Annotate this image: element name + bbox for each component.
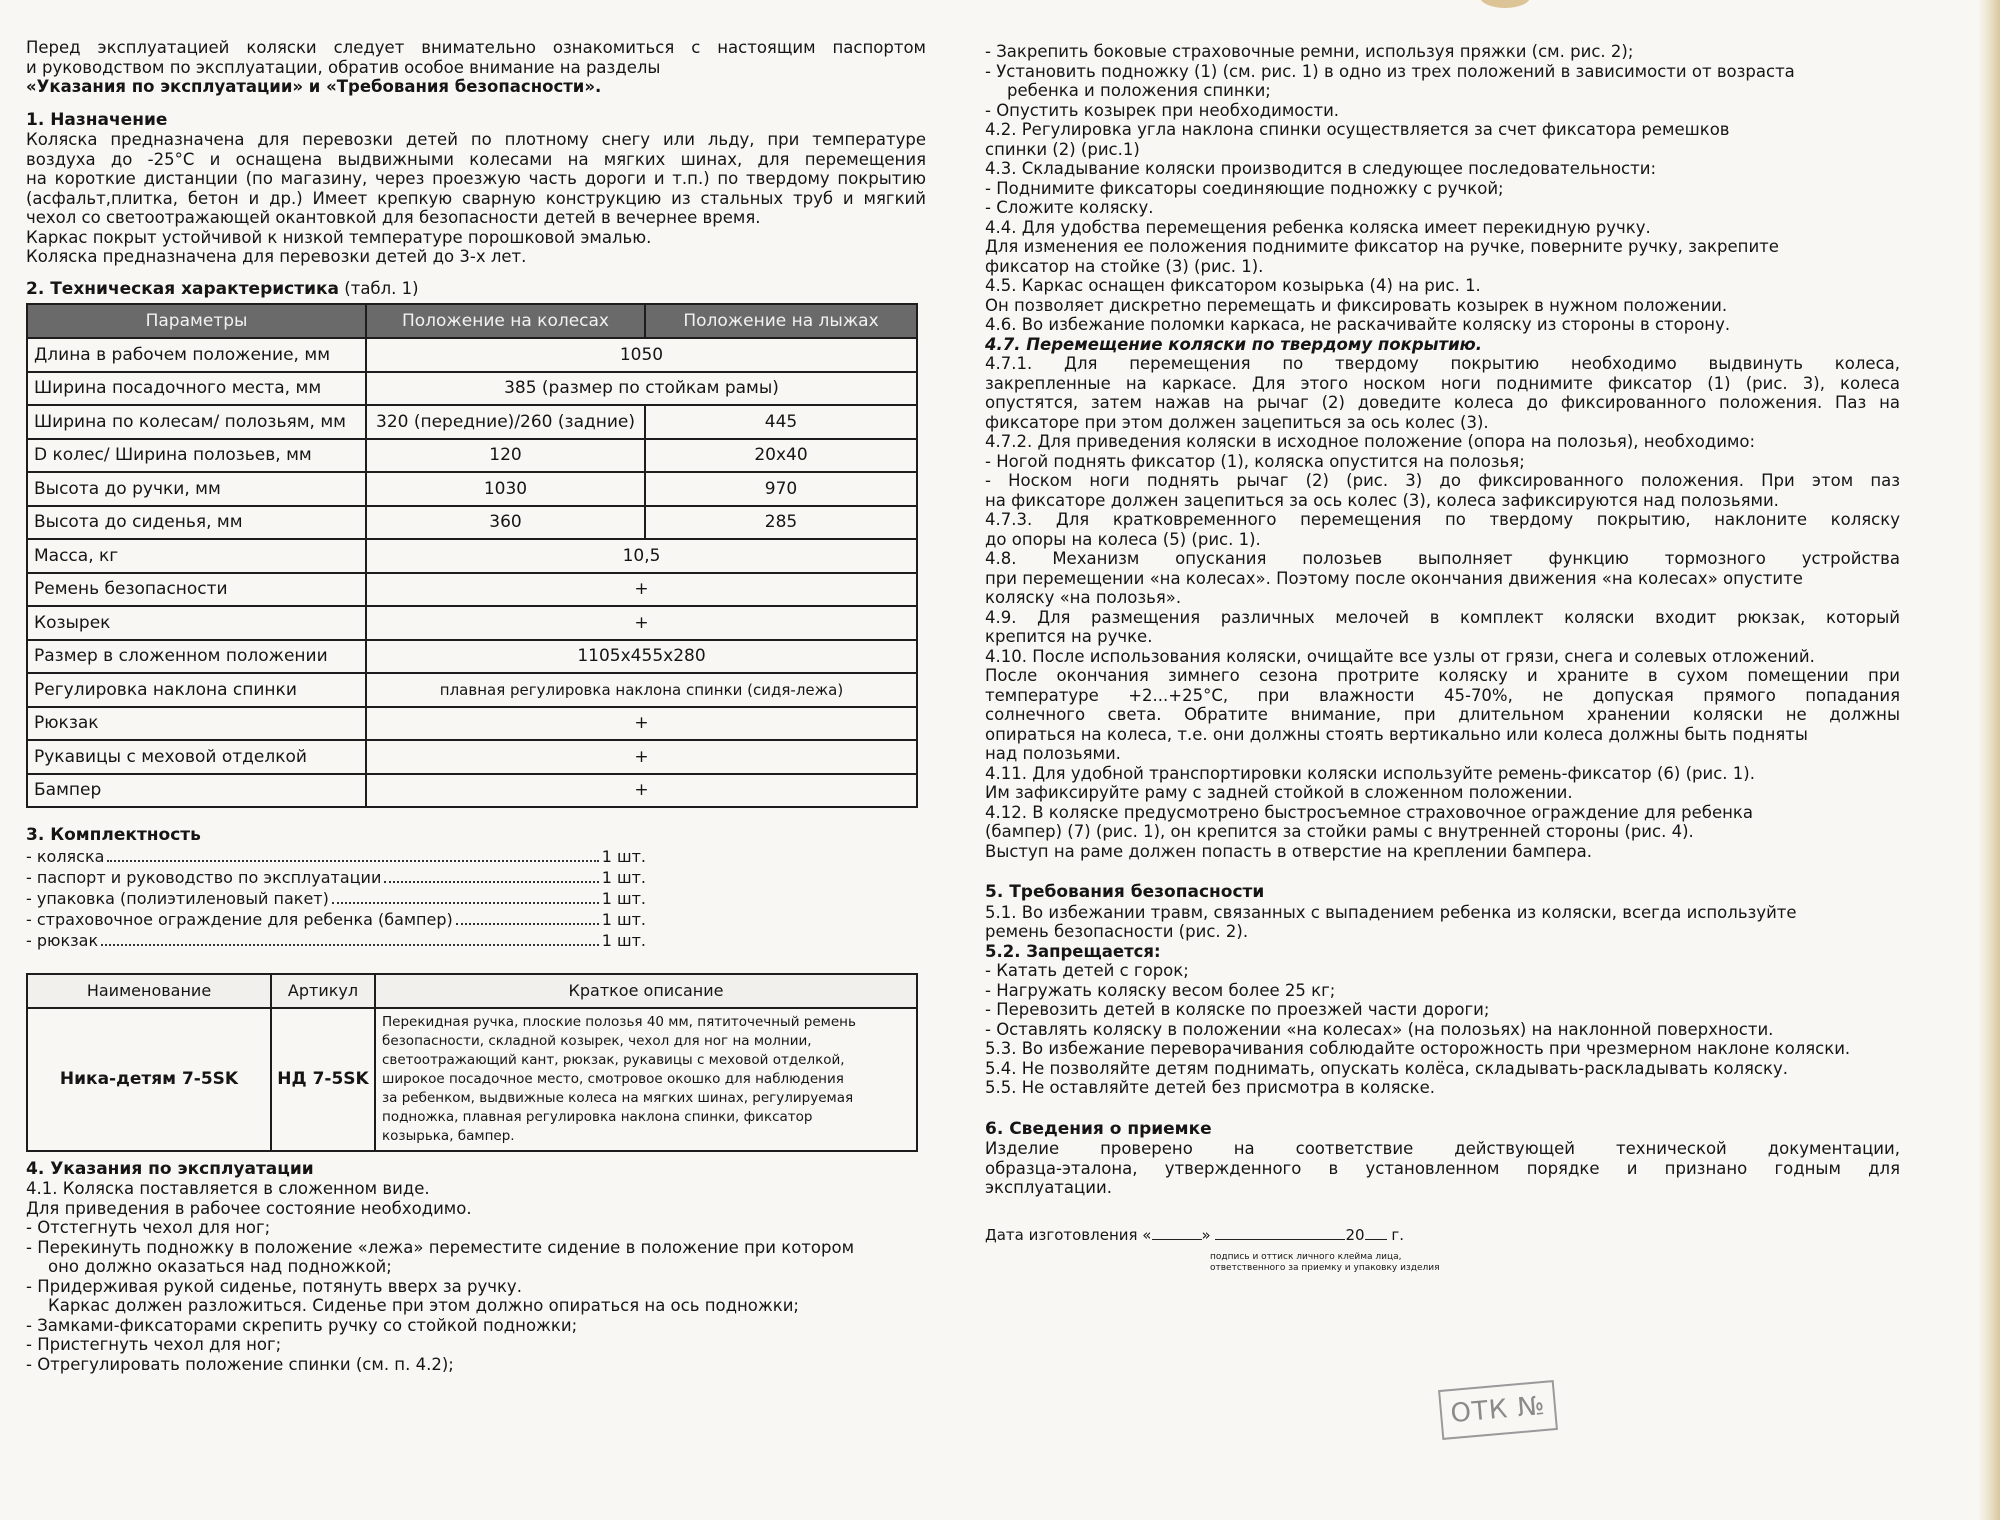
s6-line: образца-эталона, утвержденного в установленном порядке и признано годным для — [985, 1158, 1900, 1178]
spec-value-skis: 970 — [645, 472, 917, 506]
table-row — [27, 673, 917, 707]
table-row — [27, 573, 917, 607]
spec-param: Регулировка наклона спинки — [27, 673, 366, 707]
section-4-7-title: 4.7. Перемещение коляски по твердому покрытию. — [985, 334, 1482, 354]
s47-line: 4.7.3. Для кратковременного перемещения по твердому покрытию, наклоните коляску — [985, 510, 1900, 529]
spec-param: Бампер — [27, 774, 366, 808]
s1-line: на короткие дистанции (по магазину, через проезжую часть дороги и т.п.) по твердому покрытию — [26, 169, 926, 188]
s4-line: - Придерживая рукой сиденье, потянуть вверх за ручку. — [26, 1276, 522, 1296]
otk-stamp: ОТК № — [1438, 1380, 1558, 1440]
s5-line: ремень безопасности (рис. 2). — [985, 922, 1249, 941]
spec-value-skis: 445 — [645, 405, 917, 439]
table-row — [27, 774, 917, 808]
desc-line: Перекидная ручка, плоские полозья 40 мм, пятиточечный ремень — [382, 1013, 856, 1030]
spec-header-params: Параметры — [27, 304, 366, 338]
section-2-title — [26, 279, 926, 300]
signature-note — [1210, 1252, 1900, 1274]
leader-dots — [107, 846, 598, 862]
model-description — [375, 1008, 917, 1151]
spec-value-skis: 20x40 — [645, 439, 917, 473]
desc-line: безопасности, складной козырек, чехол для ног на молнии, — [382, 1032, 812, 1049]
spec-param: Рукавицы с меховой отделкой — [27, 740, 366, 774]
spec-param: Высота до сиденья, мм — [27, 506, 366, 540]
desc-line: светоотражающий кант, рюкзак, рукавицы с меховой отделкой, — [382, 1051, 845, 1068]
page-edge — [1978, 0, 2000, 1520]
section-4-title: 4. Указания по эксплуатации — [26, 1159, 314, 1179]
s4-line: оно должно оказаться над подножкой; — [48, 1257, 392, 1276]
table-row — [27, 472, 917, 506]
signature-note-line: ответственного за приемку и упаковку изделия — [1210, 1262, 1440, 1273]
spec-value: + — [366, 606, 917, 640]
spec-param: Размер в сложенном положении — [27, 640, 366, 674]
spec-param: Ширина посадочного места, мм — [27, 372, 366, 406]
s4-right-line: спинки (2) (рис.1) — [985, 139, 1140, 159]
list-item — [26, 930, 646, 951]
table-row — [27, 640, 917, 674]
s5-line: - Катать детей с горок; — [985, 961, 1189, 980]
kit-item-qty: 1 шт. — [601, 930, 646, 950]
spec-table — [26, 303, 918, 808]
s1-line: воздуха до -25°С и оснащена выдвижными колесами на мягких шинах, для перемещения — [26, 149, 926, 169]
s47-line: фиксаторе при этом должен зацепиться за ось колес (3). — [985, 412, 1489, 432]
s47-line: коляску «на полозья». — [985, 588, 1182, 607]
kit-item-name: - упаковка (полиэтиленовый пакет) — [26, 888, 329, 908]
manufacture-date — [985, 1226, 1900, 1244]
kit-item-name: - коляска — [26, 846, 105, 866]
s1-line: чехол со светоотражающей окантовкой для безопасности детей в вечернее время. — [26, 208, 761, 227]
s4-right-line: 4.6. Во избежание поломки каркаса, не раскачивайте коляску из стороны в сторону. — [985, 315, 1731, 334]
s6-line: эксплуатации. — [985, 1178, 1112, 1197]
list-item — [26, 867, 646, 888]
spec-value-wheels: 320 (передние)/260 (задние) — [366, 405, 645, 439]
s4-line: Каркас должен разложиться. Сиденье при этом должно опираться на ось подножки; — [48, 1296, 799, 1315]
spec-value-wheels: 1030 — [366, 472, 645, 506]
s47-line: 4.7.2. Для приведения коляски в исходное положение (опора на полозья), необходимо: — [985, 432, 1756, 451]
s4-line: - Перекинуть подножку в положение «лежа» переместите сидение в положение при котором — [26, 1237, 855, 1257]
s47-line: температуре +2...+25°С, при влажности 45-70%, не допуская прямого попадания — [985, 685, 1900, 705]
model-header-article: Артикул — [271, 974, 375, 1008]
spec-value: 1105x455x280 — [366, 640, 917, 674]
model-header-desc: Краткое описание — [375, 974, 917, 1008]
s1-line: Коляска предназначена для перевозки детей до 3-х лет. — [26, 247, 527, 266]
s47-line: до опоры на колеса (5) (рис. 1). — [985, 529, 1261, 549]
spec-param: Высота до ручки, мм — [27, 472, 366, 506]
s1-line: (асфальт,плитка, бетон и др.) Имеет крепкую сварную конструкцию из стальных труб и мягкий — [26, 188, 926, 208]
table-row — [27, 606, 917, 640]
model-article: НД 7-5SK — [271, 1008, 375, 1151]
kit-item-name: - рюкзак — [26, 930, 99, 950]
right-column — [985, 42, 1900, 1274]
list-item — [26, 846, 646, 867]
s47-line: над полозьями. — [985, 744, 1121, 763]
spec-value: + — [366, 707, 917, 741]
s4-right-line: - Закрепить боковые страховочные ремни, используя пряжки (см. рис. 2); — [985, 42, 1634, 61]
section-6-title: 6. Сведения о приемке — [985, 1119, 1212, 1139]
s47-line: - Носком ноги поднять рычаг (2) (рис. 3) до фиксированного положения. При этом паз — [985, 471, 1900, 490]
signature-note-line: подпись и оттиск личного клейма лица, — [1210, 1251, 1402, 1262]
section-5-title: 5. Требования безопасности — [985, 883, 1265, 902]
table-row — [27, 405, 917, 439]
s47-line: крепится на ручке. — [985, 627, 1153, 646]
desc-line: подножка, плавная регулировка наклона спинки, фиксатор — [382, 1108, 813, 1125]
s1-line: Коляска предназначена для перевозки детей по плотному снегу или льду, при температуре — [26, 130, 926, 149]
spec-param: D колес/ Ширина полозьев, мм — [27, 439, 366, 473]
spec-param: Рюкзак — [27, 707, 366, 741]
s47-line: 4.10. После использования коляски, очищайте все узлы от грязи, снега и солевых отложений. — [985, 646, 1815, 666]
desc-line: за ребенком, выдвижные колеса на мягких шинах, регулируемая — [382, 1089, 854, 1106]
s5-line: - Оставлять коляску в положении «на колесах» (на полозьях) на наклонной поверхности. — [985, 1019, 1774, 1039]
s4-right-line: - Опустить козырек при необходимости. — [985, 100, 1340, 120]
kit-item-name: - страховочное ограждение для ребенка (бампер) — [26, 909, 453, 929]
s47-line: (бампер) (7) (рис. 1), он крепится за стойки рамы с внутренней стороны (рис. 4). — [985, 822, 1694, 841]
spec-param: Длина в рабочем положение, мм — [27, 338, 366, 372]
s47-line: на фиксаторе должен зацепиться за ось колес (3), колеса зафиксируются над полозьями. — [985, 490, 1779, 510]
spec-param: Ширина по колесам/ полозьям, мм — [27, 405, 366, 439]
spec-param: Ремень безопасности — [27, 573, 366, 607]
date-year-blank — [1365, 1239, 1387, 1240]
top-edge-mark — [1480, 0, 1530, 8]
s47-line: солнечного света. Обратите внимание, при длительном хранении коляски не должны — [985, 705, 1900, 724]
date-suffix: г. — [1391, 1225, 1404, 1244]
model-name: Ника-детям 7-5SK — [27, 1008, 271, 1151]
s4-right-line: 4.4. Для удобства перемещения ребенка коляска имеет перекидную ручку. — [985, 217, 1651, 237]
s4-right-line: ребенка и положения спинки; — [1007, 81, 1271, 100]
kit-item-qty: 1 шт. — [601, 867, 646, 887]
s5-line: - Перевозить детей в коляске по проезжей части дороги; — [985, 1000, 1490, 1019]
date-close: » — [1201, 1225, 1211, 1244]
s4-right-line: - Поднимите фиксаторы соединяющие подножку с ручкой; — [985, 178, 1504, 198]
s5-forbid: 5.2. Запрещается: — [985, 941, 1161, 961]
s1-line: Каркас покрыт устойчивой к низкой температуре порошковой эмалью. — [26, 227, 652, 247]
model-table — [26, 973, 918, 1152]
s47-line: - Ногой поднять фиксатор (1), коляска опустится на полозья; — [985, 451, 1525, 471]
s4-right-line: Для изменения ее положения поднимите фиксатор на ручке, поверните ручку, закрепите — [985, 237, 1779, 256]
spec-value: 1050 — [366, 338, 917, 372]
s47-line: 4.11. Для удобной транспортировки коляски используйте ремень-фиксатор (6) (рис. 1). — [985, 763, 1755, 783]
spec-param: Масса, кг — [27, 539, 366, 573]
spec-header-skis: Положение на лыжах — [645, 304, 917, 338]
intro-line: и руководством по эксплуатации, обратив особое внимание на разделы — [26, 57, 661, 77]
spec-value-wheels: 120 — [366, 439, 645, 473]
spec-value-skis: 285 — [645, 506, 917, 540]
table-row — [27, 1008, 917, 1151]
date-label: Дата изготовления « — [985, 1225, 1152, 1244]
left-column — [26, 38, 926, 1374]
kit-item-qty: 1 шт. — [601, 846, 646, 866]
model-header-name: Наименование — [27, 974, 271, 1008]
desc-line: широкое посадочное место, смотровое окошко для наблюдения — [382, 1070, 844, 1087]
s6-line: Изделие проверено на соответствие действующей технической документации, — [985, 1139, 1900, 1158]
s47-line: Выступ на раме должен попасть в отверстие на креплении бампера. — [985, 841, 1592, 861]
spec-value: + — [366, 573, 917, 607]
s47-line: опустятся, затем нажав на рычаг (2) доведите колеса до фиксированного положения. Паз на — [985, 393, 1900, 412]
date-day-blank — [1152, 1239, 1202, 1240]
s4-line: Для приведения в рабочее состояние необходимо. — [26, 1198, 472, 1218]
kit-item-qty: 1 шт. — [601, 888, 646, 908]
s47-line: 4.12. В коляске предусмотрено быстросъемное страховочное ограждение для ребенка — [985, 802, 1753, 822]
table-row — [27, 539, 917, 573]
table-row — [27, 707, 917, 741]
s4-line: - Отстегнуть чехол для ног; — [26, 1218, 271, 1237]
s47-line: при перемещении «на колесах». Поэтому после окончания движения «на колесах» опустите — [985, 568, 1803, 588]
s4-line: - Замками-фиксаторами скрепить ручку со стойкой подножки; — [26, 1315, 578, 1335]
s47-line: После окончания зимнего сезона протрите коляску и храните в сухом помещении при — [985, 666, 1900, 685]
list-item — [26, 888, 646, 909]
s47-line: опираться на колеса, т.е. они должны стоять вертикально или колеса должны быть подняты — [985, 724, 1808, 744]
section-2-title-text: 2. Техническая характеристика — [26, 278, 340, 299]
desc-line: козырька, бампер. — [382, 1127, 515, 1144]
spec-value: 10,5 — [366, 539, 917, 573]
s4-right-line: фиксатор на стойке (3) (рис. 1). — [985, 256, 1264, 276]
date-year: 20 — [1345, 1225, 1365, 1244]
s47-line: 4.7.1. Для перемещения по твердому покрытию необходимо выдвинуть колеса, — [985, 354, 1900, 373]
leader-dots — [332, 888, 599, 904]
s4-right-line: Он позволяет дискретно перемещать и фиксировать козырек в нужном положении. — [985, 295, 1728, 315]
intro-line: «Указания по эксплуатации» и «Требования безопасности». — [26, 77, 602, 96]
s4-right-line: 4.3. Складывание коляски производится в следующее последовательности: — [985, 159, 1657, 178]
leader-dots — [456, 909, 599, 925]
table-row — [27, 740, 917, 774]
s5-line: 5.1. Во избежании травм, связанных с выпадением ребенка из коляски, всегда используйте — [985, 902, 1797, 922]
spec-value: 385 (размер по стойкам рамы) — [366, 372, 917, 406]
s47-line: 4.8. Механизм опускания полозьев выполняет функцию тормозного устройства — [985, 549, 1900, 568]
leader-dots — [101, 930, 599, 946]
spec-param: Козырек — [27, 606, 366, 640]
spec-value: плавная регулировка наклона спинки (сидя-лежа) — [366, 673, 917, 707]
list-item — [26, 909, 646, 930]
section-3-title: 3. Комплектность — [26, 826, 201, 845]
leader-dots — [384, 867, 598, 883]
s5-line: 5.4. Не позволяйте детям поднимать, опускать колёса, складывать-раскладывать коляску. — [985, 1058, 1788, 1078]
s5-line: 5.5. Не оставляйте детей без присмотра в коляске. — [985, 1078, 1435, 1097]
section-1-title: 1. Назначение — [26, 110, 168, 130]
s47-line: Им зафиксируйте раму с задней стойкой в сложенном положении. — [985, 783, 1573, 802]
spec-value: + — [366, 774, 917, 808]
s47-line: закрепленные на каркасе. Для этого носком ноги поднимите фиксатор (1) (рис. 3), колеса — [985, 373, 1900, 393]
kit-item-name: - паспорт и руководство по эксплуатации — [26, 867, 382, 887]
table-row — [27, 338, 917, 372]
spec-value-wheels: 360 — [366, 506, 645, 540]
table-row — [27, 372, 917, 406]
table-row — [27, 439, 917, 473]
s4-line: - Пристегнуть чехол для ног; — [26, 1335, 282, 1354]
s4-line: 4.1. Коляска поставляется в сложенном виде. — [26, 1179, 430, 1198]
date-month-blank — [1215, 1239, 1345, 1240]
s5-line: 5.3. Во избежание переворачивания соблюдайте осторожность при чрезмерном наклоне коляски. — [985, 1039, 1851, 1058]
s47-line: 4.9. Для размещения различных мелочей в комплект коляски входит рюкзак, который — [985, 607, 1900, 627]
section-2-title-note: (табл. 1) — [344, 278, 419, 298]
kit-list — [26, 846, 926, 951]
s4-right-line: - Установить подножку (1) (см. рис. 1) в одно из трех положений в зависимости от возраста — [985, 61, 1795, 81]
spec-header-wheels: Положение на колесах — [366, 304, 645, 338]
s4-line: - Отрегулировать положение спинки (см. п. 4.2); — [26, 1354, 454, 1374]
s4-right-line: 4.5. Каркас оснащен фиксатором козырька (4) на рис. 1. — [985, 276, 1481, 295]
s4-right-line: 4.2. Регулировка угла наклона спинки осуществляется за счет фиксатора ремешков — [985, 120, 1730, 139]
kit-item-qty: 1 шт. — [601, 909, 646, 929]
spec-value: + — [366, 740, 917, 774]
intro-line: Перед эксплуатацией коляски следует внимательно ознакомиться с настоящим паспортом — [26, 38, 926, 57]
s5-line: - Нагружать коляску весом более 25 кг; — [985, 980, 1336, 1000]
s4-right-line: - Сложите коляску. — [985, 198, 1154, 217]
table-row — [27, 506, 917, 540]
